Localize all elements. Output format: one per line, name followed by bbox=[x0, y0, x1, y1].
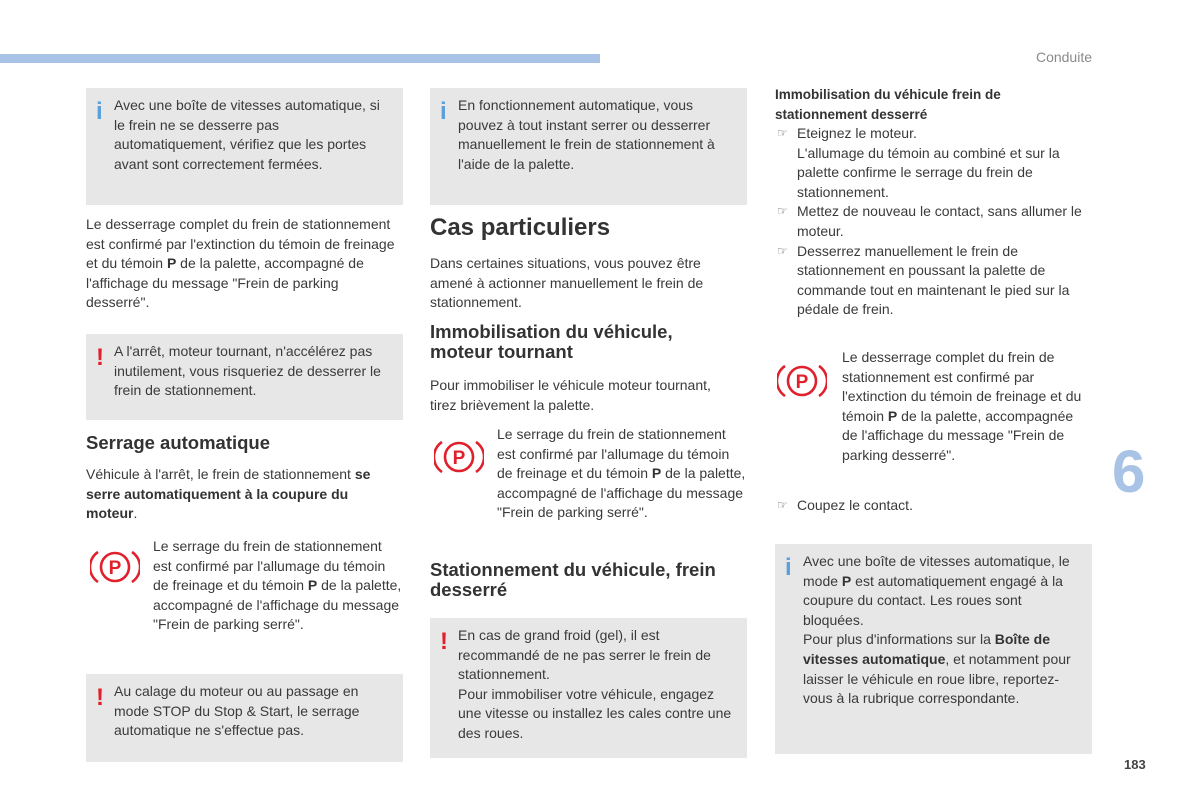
apply-text-a: Le serrage du frein de stationnement est confirmé par l'allumage du témoin de freinage et du témoin bbox=[497, 426, 730, 482]
bullet-icon: ☞ bbox=[777, 243, 788, 258]
bullet-icon: ☞ bbox=[777, 204, 788, 219]
release-text-a: Le desserrage complet du frein de stationnement est confirmé par l'extinction du témoin de freinage et du témoin bbox=[86, 216, 395, 272]
section-title: Conduite bbox=[1035, 49, 1092, 65]
auto-intro-end: . bbox=[133, 505, 138, 522]
warning-icon: ! bbox=[96, 344, 104, 371]
step-text: Eteignez le moteur. bbox=[797, 125, 917, 141]
park-text-b: est automatiquement engagé à la coupure du contact. Les roues sont bloquées. bbox=[803, 572, 1063, 628]
final-step bbox=[775, 496, 1092, 516]
special-cases-intro: Dans certaines situations, vous pouvez être amené à actionner manuellement le frein de stationnement. bbox=[430, 255, 704, 311]
step-text: Coupez le contact. bbox=[797, 497, 913, 513]
warning-box-text: Au calage du moteur ou au passage en mode STOP du Stop & Start, le serrage automatique ne s'effectue pas. bbox=[114, 683, 360, 739]
park-ref-a: Pour plus d'informations sur la bbox=[803, 631, 995, 648]
warning-box-stall bbox=[86, 674, 403, 762]
step-item bbox=[775, 202, 1092, 241]
release-text-p: P bbox=[166, 255, 177, 272]
engine-running-text: Pour immobiliser le véhicule moteur tournant, tirez brièvement la palette. bbox=[430, 377, 711, 413]
special-cases-heading: Cas particuliers bbox=[430, 214, 611, 241]
park-ref-bold: Boîte de vitesses automatique bbox=[803, 631, 1050, 667]
auto-apply-confirmation bbox=[153, 537, 403, 635]
warning-icon: ! bbox=[440, 628, 448, 655]
manual-apply-confirmation bbox=[497, 425, 747, 523]
warning-icon: ! bbox=[96, 684, 104, 711]
brake-icon-letter: P bbox=[108, 558, 122, 579]
park-text-p: P bbox=[841, 572, 852, 589]
bullet-icon: ☞ bbox=[777, 498, 788, 512]
info-icon: i bbox=[785, 554, 792, 581]
engine-running-heading: Immobilisation du véhicule, moteur tournant bbox=[430, 321, 673, 362]
apply-text-p: P bbox=[307, 577, 318, 594]
parking-released-heading: Stationnement du véhicule, frein desserré bbox=[430, 559, 716, 600]
apply-text-p: P bbox=[651, 465, 662, 482]
brake-warning-icon bbox=[434, 436, 484, 478]
park-mode-reference bbox=[803, 630, 1082, 708]
auto-intro-text: Véhicule à l'arrêt, le frein de stationnement bbox=[86, 466, 355, 482]
park-text-a: Avec une boîte de vitesses automatique, le mode bbox=[803, 553, 1070, 589]
release-text-b: de la palette, accompagnée de l'affichage du message "Frein de parking desserré". bbox=[842, 407, 1074, 463]
park-mode-text bbox=[803, 552, 1082, 630]
release-paragraph bbox=[86, 215, 403, 313]
auto-intro-bold: se serre automatiquement à la coupure du moteur bbox=[86, 466, 371, 522]
info-box-auto-gearbox bbox=[86, 88, 403, 205]
brake-icon-letter: P bbox=[452, 448, 466, 469]
step-item bbox=[775, 496, 1092, 516]
header-accent-bar bbox=[0, 54, 600, 63]
bullet-icon: ☞ bbox=[777, 126, 788, 140]
step-text: Mettez de nouveau le contact, sans allumer le moteur. bbox=[797, 203, 1082, 239]
auto-apply-intro bbox=[86, 465, 403, 524]
release-text-b: de la palette, accompagné de l'affichage du message "Frein de parking desserré". bbox=[86, 255, 364, 311]
apply-text-a: Le serrage du frein de stationnement est confirmé par l'allumage du témoin de freinage et du témoin bbox=[153, 538, 386, 594]
park-ref-b: , et notamment pour laisser le véhicule en roue libre, reportez-vous à la rubrique correspondante. bbox=[803, 650, 1071, 707]
chapter-number: 6 bbox=[1112, 438, 1146, 505]
auto-apply-heading: Serrage automatique bbox=[86, 432, 271, 453]
info-icon: i bbox=[96, 98, 103, 125]
release-text-a: Le desserrage complet du frein de stationnement est confirmé par l'extinction du témoin de freinage et du témoin bbox=[842, 349, 1082, 424]
apply-text-b: de la palette, accompagné de l'affichage du message "Frein de parking serré". bbox=[497, 465, 746, 521]
brake-warning-icon bbox=[90, 546, 140, 588]
release-confirmation bbox=[842, 348, 1087, 466]
brake-icon-letter: P bbox=[795, 372, 809, 393]
warning-box-frost bbox=[430, 618, 747, 758]
info-icon: i bbox=[440, 98, 447, 125]
warning-box-text: A l'arrêt, moteur tournant, n'accélérez pas inutilement, vous risqueriez de desserrer le frein de stationnement. bbox=[114, 343, 381, 399]
warning-frost-text-2: Pour immobiliser votre véhicule, engagez une vitesse ou installez les cales contre une des roues. bbox=[458, 685, 732, 741]
immobilisation-heading: Immobilisation du véhicule frein de stationnement desserré bbox=[775, 87, 1001, 122]
brake-warning-icon bbox=[777, 360, 827, 402]
info-box-text: Avec une boîte de vitesses automatique, si le frein ne se desserre pas automatiquement, vérifiez que les portes avant sont correctement fermées. bbox=[114, 97, 380, 172]
page-number: 183 bbox=[1124, 757, 1146, 772]
info-box-text: En fonctionnement automatique, vous pouvez à tout instant serrer ou desserrer manuellement le frein de stationnement à l'aide de la palette. bbox=[458, 97, 715, 172]
step-item bbox=[775, 242, 1092, 320]
info-box-park-mode bbox=[775, 544, 1092, 754]
apply-text-b: de la palette, accompagné de l'affichage du message "Frein de parking serré". bbox=[153, 577, 402, 633]
immobilisation-steps bbox=[775, 124, 1092, 320]
step-text: Desserrez manuellement le frein de stationnement en poussant la palette de commande tout en maintenant le pied sur la pédale de frein. bbox=[797, 242, 1070, 318]
warning-frost-text: En cas de grand froid (gel), il est recommandé de ne pas serrer le frein de stationnement. bbox=[458, 627, 711, 683]
step-item bbox=[775, 124, 1092, 202]
warning-box-accelerate bbox=[86, 334, 403, 420]
release-text-p: P bbox=[887, 407, 898, 424]
step-detail: L'allumage du témoin au combiné et sur la palette confirme le serrage du frein de stationnement. bbox=[797, 144, 1060, 200]
info-box-manual bbox=[430, 88, 747, 205]
